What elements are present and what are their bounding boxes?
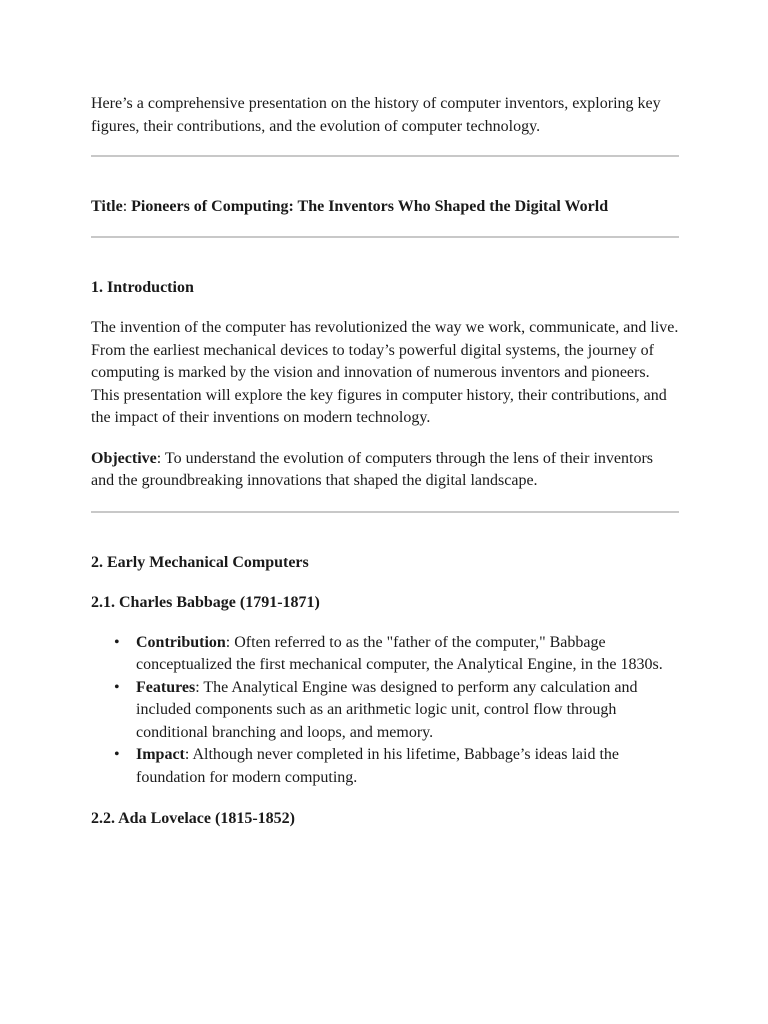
objective-label: Objective xyxy=(91,449,157,467)
document-page xyxy=(91,93,679,831)
bullet-text: : Often referred to as the "father of the computer," Babbage conceptualized the first mechanical computer, the Analytical Engine, in the 1830s. xyxy=(136,633,663,673)
bullet-label: Contribution xyxy=(136,633,226,651)
horizontal-rule xyxy=(91,236,679,238)
bullet-icon: • xyxy=(114,633,120,651)
section-heading-introduction: 1. Introduction xyxy=(91,278,194,296)
horizontal-rule xyxy=(91,155,679,157)
title-separator: : xyxy=(122,198,132,215)
title-text: Pioneers of Computing: The Inventors Who Shaped the Digital World xyxy=(131,198,609,215)
presentation-title xyxy=(91,196,679,219)
bullet-text: : Although never completed in his lifetime, Babbage’s ideas laid the foundation for modern computing. xyxy=(136,746,620,786)
bullet-label: Features xyxy=(136,678,196,696)
objective-paragraph xyxy=(91,448,679,493)
objective-text: : To understand the evolution of computers through the lens of their inventors and the groundbreaking innovations that shaped the digital landscape. xyxy=(91,449,654,489)
list-item xyxy=(114,677,679,745)
section-heading-early-mechanical: 2. Early Mechanical Computers xyxy=(91,553,309,571)
bullet-text: : The Analytical Engine was designed to perform any calculation and included components such as an arithmetic logic unit, control flow through conditional branching and loops, and memory. xyxy=(136,678,638,741)
intro-paragraph: Here’s a comprehensive presentation on the history of computer inventors, exploring key figures, their contributions, and the evolution of computer technology. xyxy=(91,95,661,135)
introduction-paragraph: The invention of the computer has revolutionized the way we work, communicate, and live. From the earliest mechanical devices to today’s powerful digital systems, the journey of computing is marked by the vision and innovation of numerous inventors and pioneers. This presentation will explore the key figures in computer history, their contributions, and the impact of their inventions on modern technology. xyxy=(91,319,679,426)
horizontal-rule xyxy=(91,511,679,513)
title-label: Title xyxy=(91,198,123,215)
list-item xyxy=(114,632,679,677)
subsection-heading-babbage: 2.1. Charles Babbage (1791-1871) xyxy=(91,594,320,611)
babbage-bullet-list xyxy=(91,632,679,790)
bullet-icon: • xyxy=(114,746,120,763)
list-item xyxy=(114,744,679,789)
subsection-heading-lovelace: 2.2. Ada Lovelace (1815-1852) xyxy=(91,810,295,827)
bullet-icon: • xyxy=(114,678,120,696)
bullet-label: Impact xyxy=(136,746,185,763)
